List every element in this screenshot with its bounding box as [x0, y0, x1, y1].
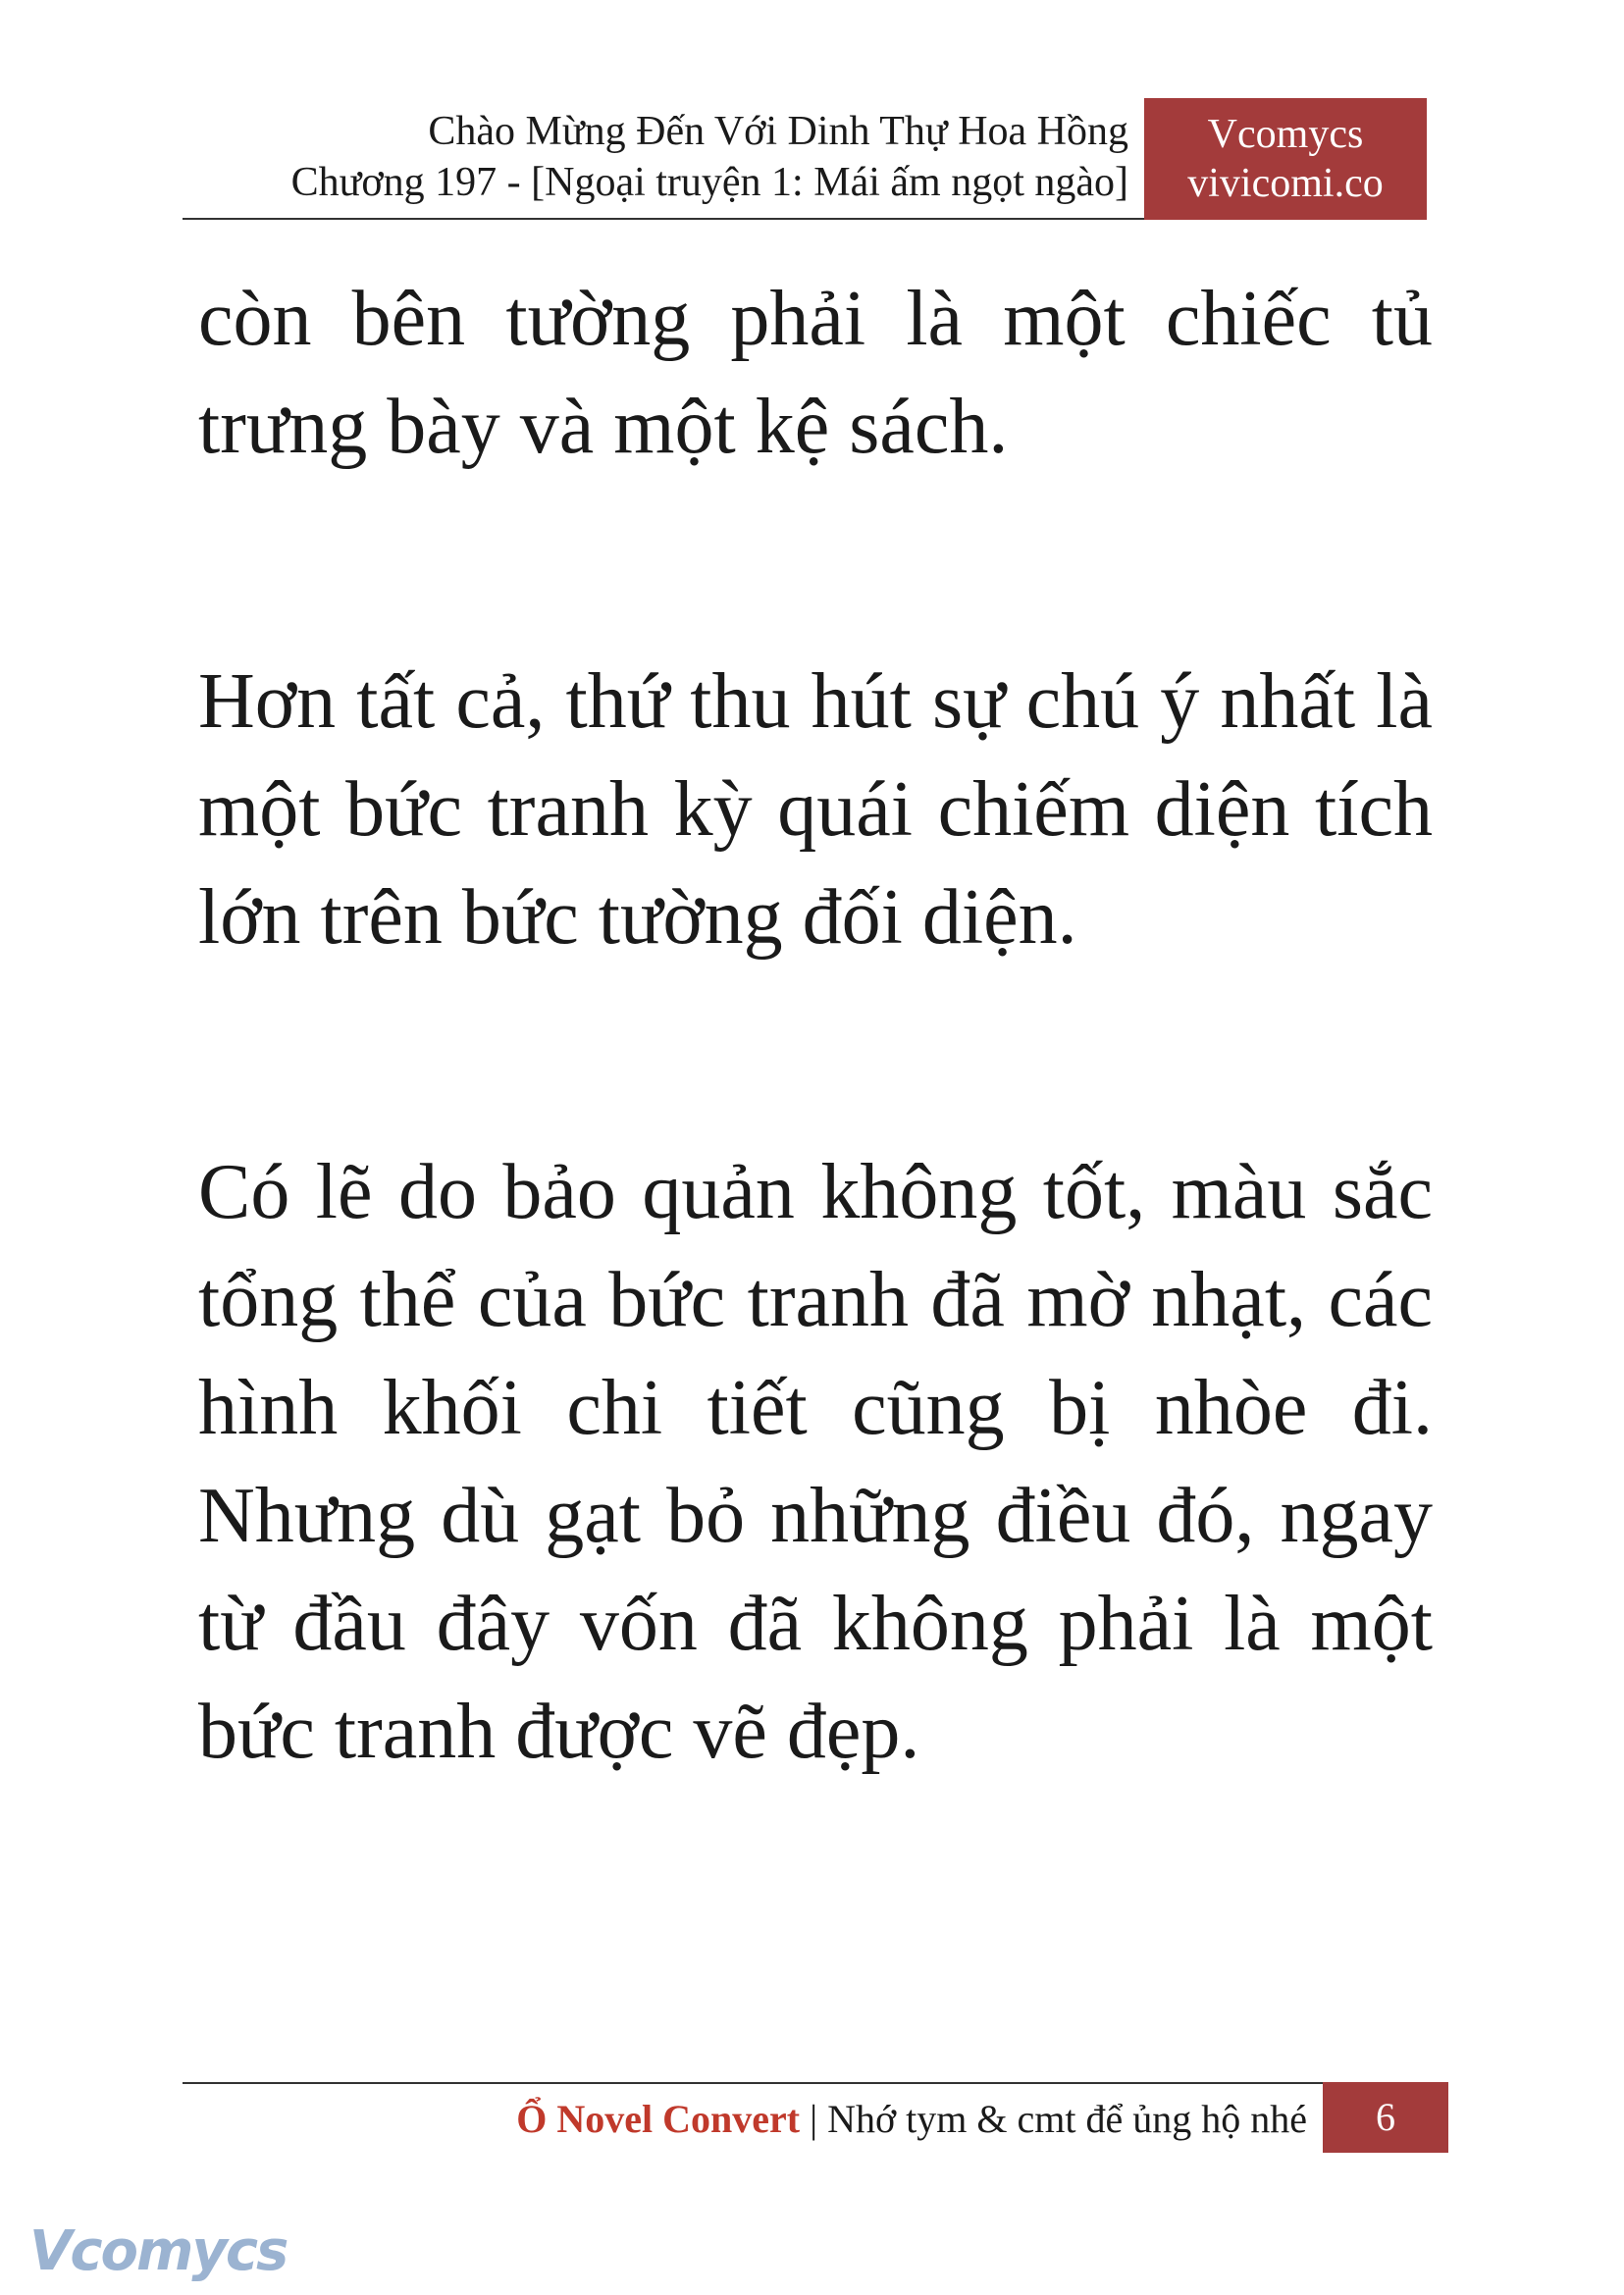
chapter-title: Chương 197 - [Ngoại truyện 1: Mái ấm ngọt ngào]: [290, 160, 1128, 205]
footer-divider: [183, 2082, 1448, 2084]
brand-name: Vcomycs: [1207, 112, 1364, 157]
footer-separator: |: [810, 2097, 818, 2141]
brand-box: [1144, 98, 1427, 220]
footer-message: Nhớ tym & cmt để ủng hộ nhé: [827, 2097, 1307, 2141]
paragraph: còn bên tường phải là một chiếc tủ trưng bày và một kệ sách.: [198, 276, 1433, 470]
footer-source: Ổ Novel Convert: [516, 2097, 801, 2141]
footer-text: [516, 2096, 1307, 2143]
paragraph: Có lẽ do bảo quản không tốt, màu sắc tổng thể của bức tranh đã mờ nhạt, các hình khối chi tiết cũng bị nhòe đi. Nhưng dù gạt bỏ những điều đó, ngay từ đầu đây vốn đã không phải là một bức tranh được vẽ đẹp.: [198, 1149, 1433, 1775]
watermark-logo: Vcomycs: [29, 2219, 288, 2283]
header-divider: [183, 218, 1144, 220]
page-footer: [183, 2082, 1448, 2153]
chapter-body: [198, 265, 1433, 1953]
header-titles: [291, 106, 1128, 208]
paragraph: Hơn tất cả, thứ thu hút sự chú ý nhất là một bức tranh kỳ quái chiếm diện tích lớn trên bức tường đối diện.: [198, 658, 1433, 961]
book-title: Chào Mừng Đến Với Dinh Thự Hoa Hồng: [428, 109, 1128, 154]
page-header: [183, 98, 1427, 220]
page-number: 6: [1323, 2082, 1448, 2153]
brand-site: vivicomi.co: [1187, 161, 1384, 206]
